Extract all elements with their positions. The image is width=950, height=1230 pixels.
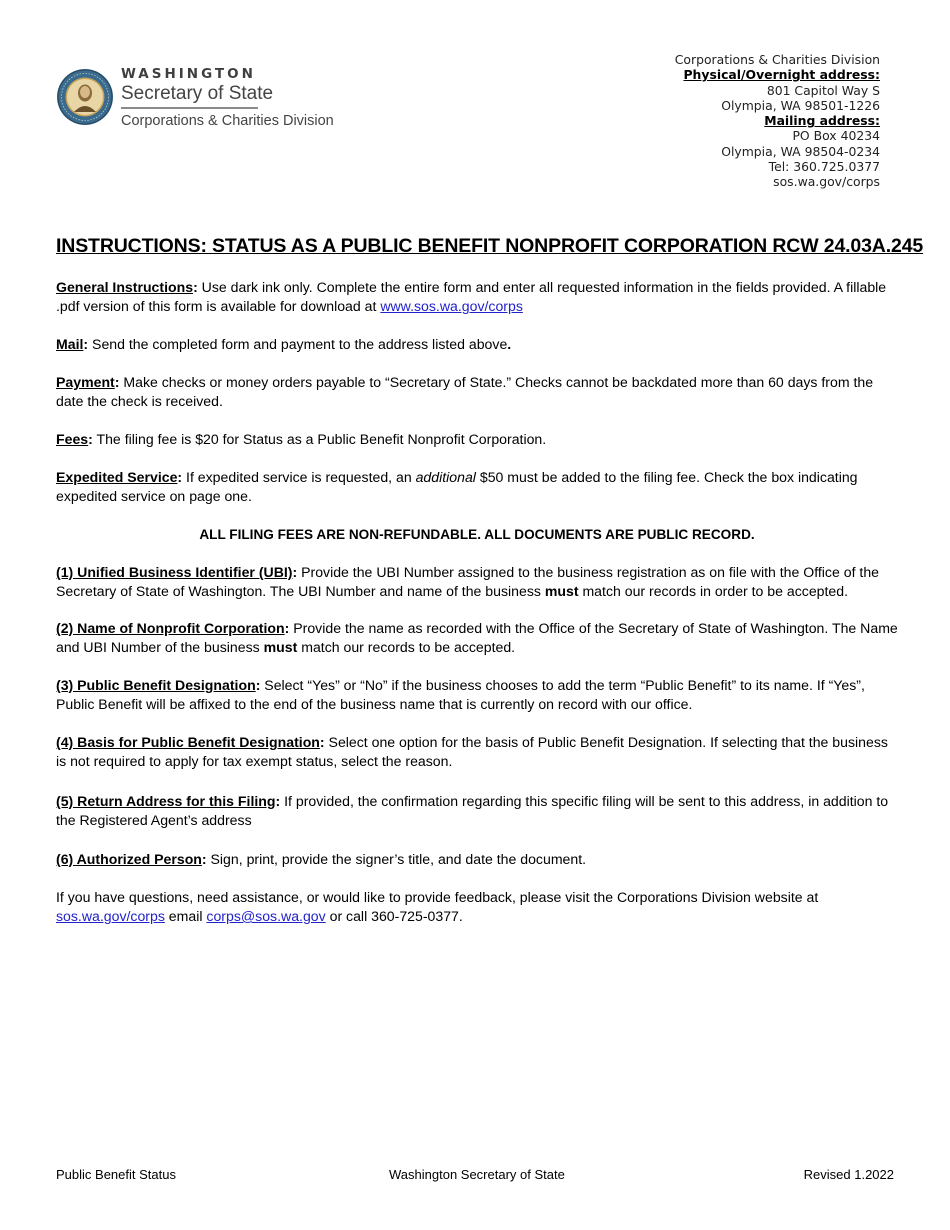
general-instructions-text: Use dark ink only. Complete the entire form and enter all requested information in the fields provided. A fillable .pdf version of this form is available for download at: [56, 279, 887, 314]
page-title: INSTRUCTIONS: STATUS AS A PUBLIC BENEFIT NONPROFIT CORPORATION RCW 24.03A.245: [56, 235, 924, 257]
physical-address-line2: Olympia, WA 98501-1226: [721, 97, 880, 113]
item-3-text: Select “Yes” or “No” if the business chooses to add the term “Public Benefit” to its name. If “Yes”, Public Benefit will be affixed to the end of the business name that is currently on record with our office.: [56, 677, 865, 712]
item-4-text: Select one option for the basis of Public Benefit Designation. If selecting that the business is not required to apply for tax exempt status, select the reason.: [56, 734, 888, 769]
item-2-text-a: Provide the name as recorded with the Office of the Secretary of State of Washington. The Name and UBI Number of the business: [56, 620, 898, 655]
item-3-designation: [56, 676, 898, 714]
logo-line-washington: WASHINGTON: [121, 66, 256, 82]
item-6-heading: (6) Authorized Person:: [56, 851, 207, 867]
footer-left: Public Benefit Status: [56, 1167, 176, 1182]
state-seal-icon: [56, 68, 114, 126]
fees-heading: Fees:: [56, 431, 93, 447]
contact-text-c: or call 360-725-0377.: [325, 908, 463, 924]
physical-address-label: Physical/Overnight address:: [683, 67, 880, 83]
address-web: sos.wa.gov/corps: [773, 174, 880, 190]
item-1-text-a: Provide the UBI Number assigned to the business registration as on file with the Office of the Secretary of State of Washington. The UBI Number and name of the business: [56, 564, 879, 599]
address-block: [675, 52, 880, 190]
website-link[interactable]: sos.wa.gov/corps: [56, 908, 165, 924]
contact-text-b: email: [164, 908, 207, 924]
logo-line-division: Corporations & Charities Division: [121, 113, 334, 129]
item-5-text: If provided, the confirmation regarding this specific filing will be sent to this address, in addition to the Registered Agent’s address: [56, 793, 889, 828]
item-4-heading: (4) Basis for Public Benefit Designation:: [56, 734, 325, 750]
logo-divider: [121, 107, 258, 109]
general-instructions: [56, 278, 898, 316]
item-4-basis: [56, 733, 898, 771]
item-1-ubi: [56, 563, 898, 601]
item-3-heading: (3) Public Benefit Designation:: [56, 677, 261, 693]
mail-heading: Mail:: [56, 336, 89, 352]
item-6-authorized-person: [56, 850, 898, 869]
payment-heading: Payment:: [56, 374, 120, 390]
item-6-text: Sign, print, provide the signer’s title, and date the document.: [206, 851, 587, 867]
expedited-text-b: $50 must be added to the filing fee. Check the box indicating expedited service on page one.: [56, 469, 858, 504]
payment-section: [56, 373, 898, 411]
mail-text: Send the completed form and payment to the address listed above: [88, 336, 508, 352]
item-1-strong: must: [544, 583, 579, 599]
mail-section: [56, 335, 898, 354]
expedited-heading: Expedited Service:: [56, 469, 183, 485]
address-org: Corporations & Charities Division: [674, 52, 880, 67]
fees-section: [56, 430, 898, 449]
footer-right: Revised 1.2022: [803, 1167, 894, 1182]
payment-text: Make checks or money orders payable to “Secretary of State.” Checks cannot be backdated more than 60 days from the date the check is received.: [56, 374, 874, 409]
footer-center: Washington Secretary of State: [389, 1167, 565, 1182]
logo-line-sos: Secretary of State: [121, 83, 274, 104]
item-5-return-address: [56, 792, 898, 830]
download-link[interactable]: www.sos.wa.gov/corps: [380, 298, 523, 314]
item-2-heading: (2) Name of Nonprofit Corporation:: [56, 620, 290, 636]
expedited-text-a: If expedited service is requested, an: [182, 469, 416, 485]
general-instructions-heading: General Instructions:: [56, 279, 198, 295]
item-1-text-b: match our records in order to be accepted.: [578, 583, 849, 599]
agency-logo: [56, 66, 346, 128]
item-2-strong: must: [263, 639, 298, 655]
expedited-emphasis: additional: [415, 469, 476, 485]
mailing-address-line2: Olympia, WA 98504-0234: [721, 143, 880, 159]
mail-period: .: [507, 336, 512, 352]
item-5-heading: (5) Return Address for this Filing:: [56, 793, 281, 809]
contact-section: [56, 888, 898, 926]
contact-text-a: If you have questions, need assistance, or would like to provide feedback, please visit the Corporations Division website at: [56, 889, 819, 905]
email-link[interactable]: corps@sos.wa.gov: [206, 908, 326, 924]
address-tel: Tel: 360.725.0377: [768, 159, 880, 175]
item-1-heading: (1) Unified Business Identifier (UBI):: [56, 564, 298, 580]
physical-address-line1: 801 Capitol Way S: [766, 82, 880, 98]
fees-notice: ALL FILING FEES ARE NON-REFUNDABLE. ALL DOCUMENTS ARE PUBLIC RECORD.: [199, 527, 755, 542]
mailing-address-label: Mailing address:: [764, 113, 880, 129]
mailing-address-line1: PO Box 40234: [792, 128, 880, 144]
expedited-section: [56, 468, 898, 506]
fees-text: The filing fee is $20 for Status as a Public Benefit Nonprofit Corporation.: [92, 431, 547, 447]
item-2-text-b: match our records to be accepted.: [297, 639, 516, 655]
item-2-name: [56, 619, 898, 657]
